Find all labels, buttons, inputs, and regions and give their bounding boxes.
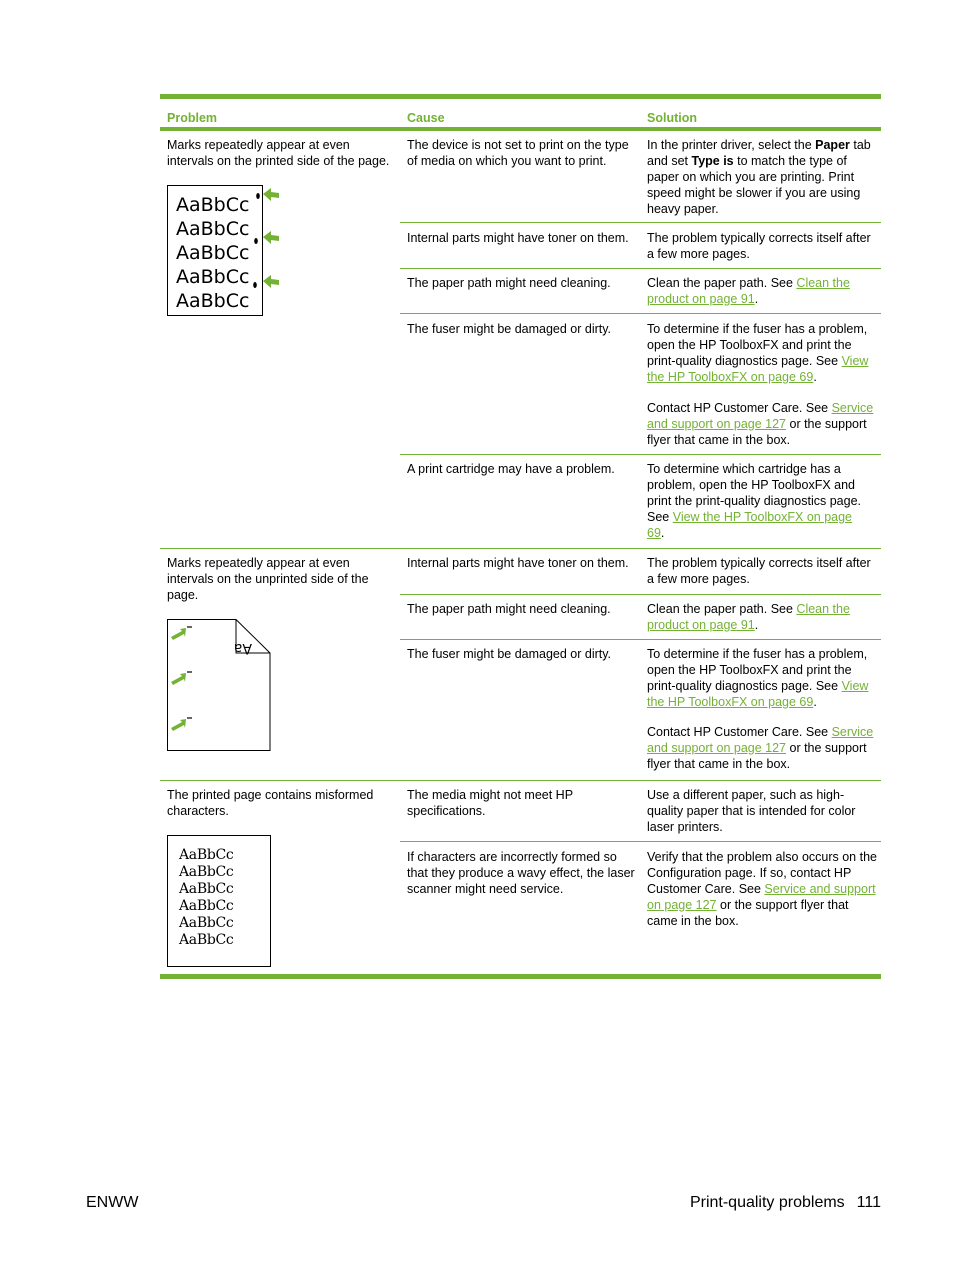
- sample-line: AaBbCc: [176, 218, 250, 240]
- printed-side-marks-illustration: [167, 185, 287, 321]
- arrow-icon: [263, 231, 279, 244]
- solution-text: To determine if the fuser has a problem, open the HP ToolboxFX and print the print-quality diagnostics page. See View the HP ToolboxFX on page 69. Contact HP Customer Care. See Service and support on page 127 or the support flyer that came in the box.: [647, 647, 874, 771]
- toner-mark: [254, 238, 258, 244]
- cause-text: Internal parts might have toner on them.: [407, 231, 629, 245]
- sample-line: AaBbCc: [179, 847, 234, 863]
- row-divider: [400, 222, 881, 223]
- solution-text: The problem typically corrects itself after a few more pages.: [647, 556, 871, 586]
- cause-text: The fuser might be damaged or dirty.: [407, 647, 612, 661]
- clean-product-link[interactable]: Clean the product on page 91: [647, 602, 850, 632]
- clean-product-link[interactable]: Clean the product on page 91: [647, 276, 850, 306]
- toner-mark: [253, 282, 257, 288]
- service-support-link[interactable]: Service and support on page 127: [647, 401, 874, 431]
- sample-line: AaBbCc: [176, 242, 250, 264]
- footer-right: [690, 1193, 881, 1213]
- solution-text: In the printer driver, select the Paper tab and set Type is to match the type of paper on which you are printing. Print speed might be slower if you are using heavy paper.: [647, 138, 871, 216]
- table-bottom-rule: [160, 974, 881, 979]
- header-problem: Problem: [167, 111, 218, 125]
- sample-line: AaBbCc: [176, 194, 250, 216]
- toolboxfx-link[interactable]: View the HP ToolboxFX on page 69: [647, 679, 869, 709]
- header-rule: [160, 127, 881, 131]
- sample-line: AaBbCc: [179, 932, 234, 948]
- arrow-icon: [263, 188, 279, 201]
- solution-text: Clean the paper path. See Clean the product on page 91.: [647, 602, 850, 632]
- group-divider: [160, 780, 881, 781]
- solution-text: To determine if the fuser has a problem, open the HP ToolboxFX and print the print-quality diagnostics page. See View the HP ToolboxFX on page 69. Contact HP Customer Care. See Service and support on page 127 or the support flyer that came in the box.: [647, 322, 874, 447]
- solution-text: Use a different paper, such as high-quality paper that is intended for color laser printers.: [647, 788, 856, 834]
- mirrored-sample-text: Aa: [233, 640, 252, 656]
- header-cause: Cause: [407, 111, 445, 125]
- sample-line: AaBbCc: [179, 881, 234, 897]
- cause-text: If characters are incorrectly formed so that they produce a wavy effect, the laser scanner might need service.: [407, 850, 635, 896]
- row-divider: [400, 454, 881, 455]
- toolboxfx-link[interactable]: View the HP ToolboxFX on page 69: [647, 354, 869, 384]
- service-support-link[interactable]: Service and support on page 127: [647, 882, 876, 912]
- footer-section: Print-quality problems: [689, 1194, 845, 1211]
- arrow-icon: [263, 275, 279, 288]
- unprinted-side-marks-illustration: [167, 619, 273, 756]
- sample-line: AaBbCc: [179, 864, 234, 880]
- cause-text: The device is not set to print on the type of media on which you want to print.: [407, 138, 629, 168]
- solution-text: To determine which cartridge has a problem, open the HP ToolboxFX and print the print-quality diagnostics page. See View the HP ToolboxFX on page 69.: [647, 462, 862, 540]
- cause-text: The fuser might be damaged or dirty.: [407, 322, 612, 336]
- row-divider: [400, 594, 881, 595]
- problem-text: The printed page contains misformed characters.: [167, 788, 374, 818]
- page-number: 111: [856, 1194, 881, 1211]
- row-divider: [400, 639, 881, 640]
- problem-text: Marks repeatedly appear at even intervals on the unprinted side of the page.: [167, 556, 369, 602]
- misformed-characters-illustration: [167, 835, 273, 972]
- cause-text: The media might not meet HP specifications.: [407, 788, 573, 818]
- header-solution: Solution: [647, 111, 697, 125]
- problem-text: Marks repeatedly appear at even intervals on the printed side of the page.: [167, 138, 390, 168]
- cause-text: A print cartridge may have a problem.: [407, 462, 615, 476]
- sample-line: AaBbCc: [176, 290, 250, 312]
- sample-line: AaBbCc: [179, 915, 234, 931]
- row-divider: [400, 268, 881, 269]
- row-divider: [400, 841, 881, 842]
- solution-text: Clean the paper path. See Clean the product on page 91.: [647, 276, 850, 306]
- cause-text: Internal parts might have toner on them.: [407, 556, 629, 570]
- cause-text: The paper path might need cleaning.: [407, 602, 611, 616]
- footer-left: ENWW: [86, 1194, 139, 1211]
- cause-text: The paper path might need cleaning.: [407, 276, 611, 290]
- table-header-row: [160, 99, 881, 127]
- solution-text: The problem typically corrects itself after a few more pages.: [647, 231, 871, 261]
- toolboxfx-link[interactable]: View the HP ToolboxFX on page 69: [647, 510, 853, 540]
- toner-mark: [256, 193, 260, 199]
- sample-line: AaBbCc: [179, 898, 234, 914]
- row-divider: [400, 313, 881, 314]
- solution-text: Verify that the problem also occurs on the Configuration page. If so, contact HP Customer Care. See Service and support on page 127 or the support flyer that came in the box.: [647, 850, 877, 928]
- group-divider: [160, 548, 881, 549]
- service-support-link[interactable]: Service and support on page 127: [647, 725, 874, 755]
- sample-line: AaBbCc: [176, 266, 250, 288]
